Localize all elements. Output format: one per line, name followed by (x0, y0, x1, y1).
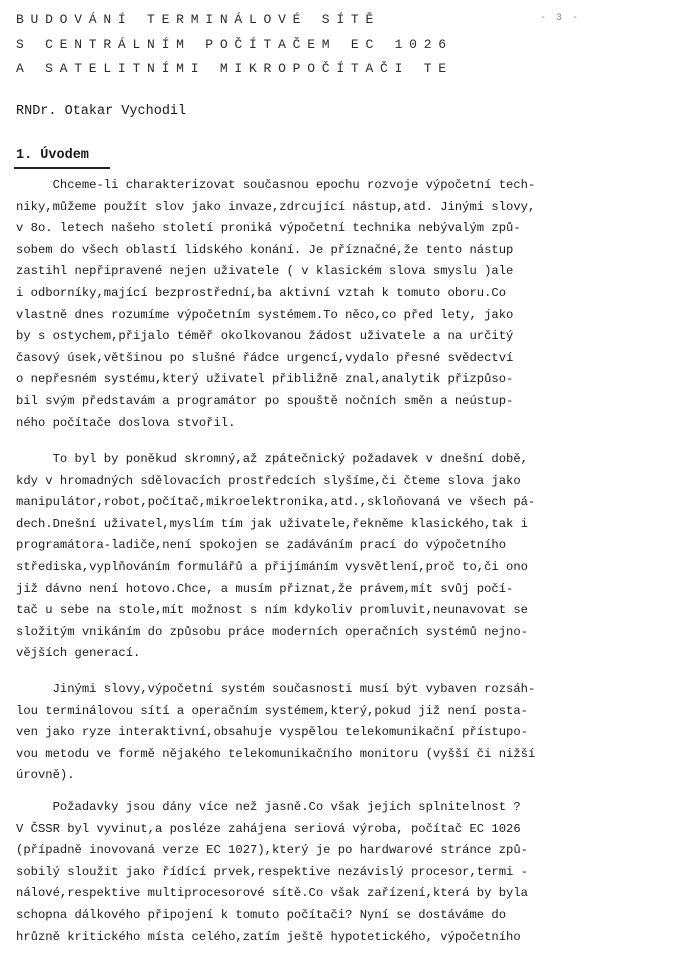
text-line: bil svým představám a programátor po spouště nočních směn a neústup- (16, 393, 514, 408)
page-number-mark: - 3 - (540, 13, 581, 24)
text-line: Jinými slovy,výpočetní systém současnosti musí být vybaven rozsáh- (16, 682, 536, 696)
title-line-2: S CENTRÁLNÍM POČÍTAČEM EC 1026 (16, 37, 453, 52)
text-line: dech.Dnešní uživatel,myslím tím jak uživatele,řekněme klasického,tak i (16, 516, 528, 531)
text-line: by s ostychem,přijalo téměř okolkovanou žádost uživatele a na určitý (16, 329, 514, 344)
text-line: časový úsek,většinou po slušné řádce urgencí,vydalo přesné svědectví (16, 350, 514, 365)
text-line: V ČSSR byl vyvinut,a posléze zahájena seriová výroba, počítač EC 1026 (16, 821, 521, 836)
text-line: ven jako ryze interaktivní,obsahuje vyspělou telekomunikační přístupo- (16, 725, 528, 740)
author-name: RNDr. Otakar Vychodil (16, 104, 187, 119)
text-line: střediska,vyplňováním formulářů a přijímáním vysvětlení,proč to,či ono (16, 559, 528, 574)
text-line: nálové,respektive multiprocesorové sítě.Co však zařízení,která by byla (16, 886, 528, 901)
text-line: o nepřesném systému,který uživatel přibližně znal,analytik přizpůso- (16, 372, 514, 387)
text-line: niky,můžeme použít slov jako invaze,zdrcující nástup,atd. Jinými slovy, (16, 199, 536, 214)
text-line: složitým vnikáním do způsobu práce moderních operačních systémů nejno- (16, 624, 528, 639)
text-line: programátora-ladiče,není spokojen se zadáváním prací do výpočetního (16, 538, 507, 553)
text-line: již dávno není hotovo.Chce, a musím přiznat,že právem,mít svůj počí- (16, 581, 514, 596)
text-line: vějších generací. (16, 646, 141, 661)
text-line: sobilý sloužit jako řídící prvek,respektive nezávislý procesor,termi - (16, 864, 528, 879)
paragraph-1 (16, 175, 656, 434)
text-line: vou metodu ve formě nějakého telekomunikačního monitoru (vyšší či nižší (16, 746, 536, 761)
text-line: v 8o. letech našeho století proniká výpočetní technika nebývalým způ- (16, 221, 521, 236)
text-line: Požadavky jsou dány více než jasně.Co však jejich splnitelnost ? (16, 800, 521, 814)
text-line: Chceme-li charakterizovat současnou epochu rozvoje výpočetní tech- (16, 178, 536, 192)
text-line: ného počítače doslova stvořil. (16, 415, 236, 430)
text-line: i odborníky,mající bezprostřední,ba aktivní vztah k tomuto oboru.Co (16, 285, 507, 300)
text-line: lou terminálovou sítí a operačním systémem,který,pokud již není posta- (16, 703, 528, 718)
text-line: kdy v hromadných sdělovacích prostředcích slyšíme,či čteme slova jako (16, 473, 521, 488)
text-line: hrůzně kritického místa celého,zatím ještě hypotetického, výpočetního (16, 929, 521, 944)
paragraph-3 (16, 679, 656, 787)
text-line: (případně inovovaná verze EC 1027),který je po hardwarové stránce způ- (16, 843, 528, 858)
title-line-1: BUDOVÁNÍ TERMINÁLOVÉ SÍTĚ (16, 12, 381, 27)
title-line-3: A SATELITNÍMI MIKROPOČÍTAČI TE (16, 61, 453, 76)
paragraph-2 (16, 449, 656, 665)
text-line: manipulátor,robot,počítač,mikroelektronika,atd.,skloňovaná ve všech pá- (16, 495, 536, 510)
text-line: zastihl nepřipravené nejen uživatele ( v klasickém slova smyslu )ale (16, 264, 514, 279)
text-line: To byl by poněkud skromný,až zpátečnický požadavek v dnešní době, (16, 452, 528, 466)
text-line: schopna dálkového připojení k tomuto počítači? Nyní se dostáváme do (16, 907, 507, 922)
paragraph-4 (16, 797, 656, 948)
text-line: vlastně dnes rozumíme výpočetním systémem.To něco,co před lety, jako (16, 307, 514, 322)
text-line: úrovně). (16, 768, 75, 783)
section-heading: 1. Úvodem (16, 148, 89, 163)
text-line: sobem do všech oblastí lidského konání. Je příznačné,že tento nástup (16, 242, 514, 257)
text-line: tač u sebe na stole,mít možnost s ním kdykoliv promluvit,neunavovat se (16, 603, 528, 618)
heading-underline (14, 167, 110, 169)
